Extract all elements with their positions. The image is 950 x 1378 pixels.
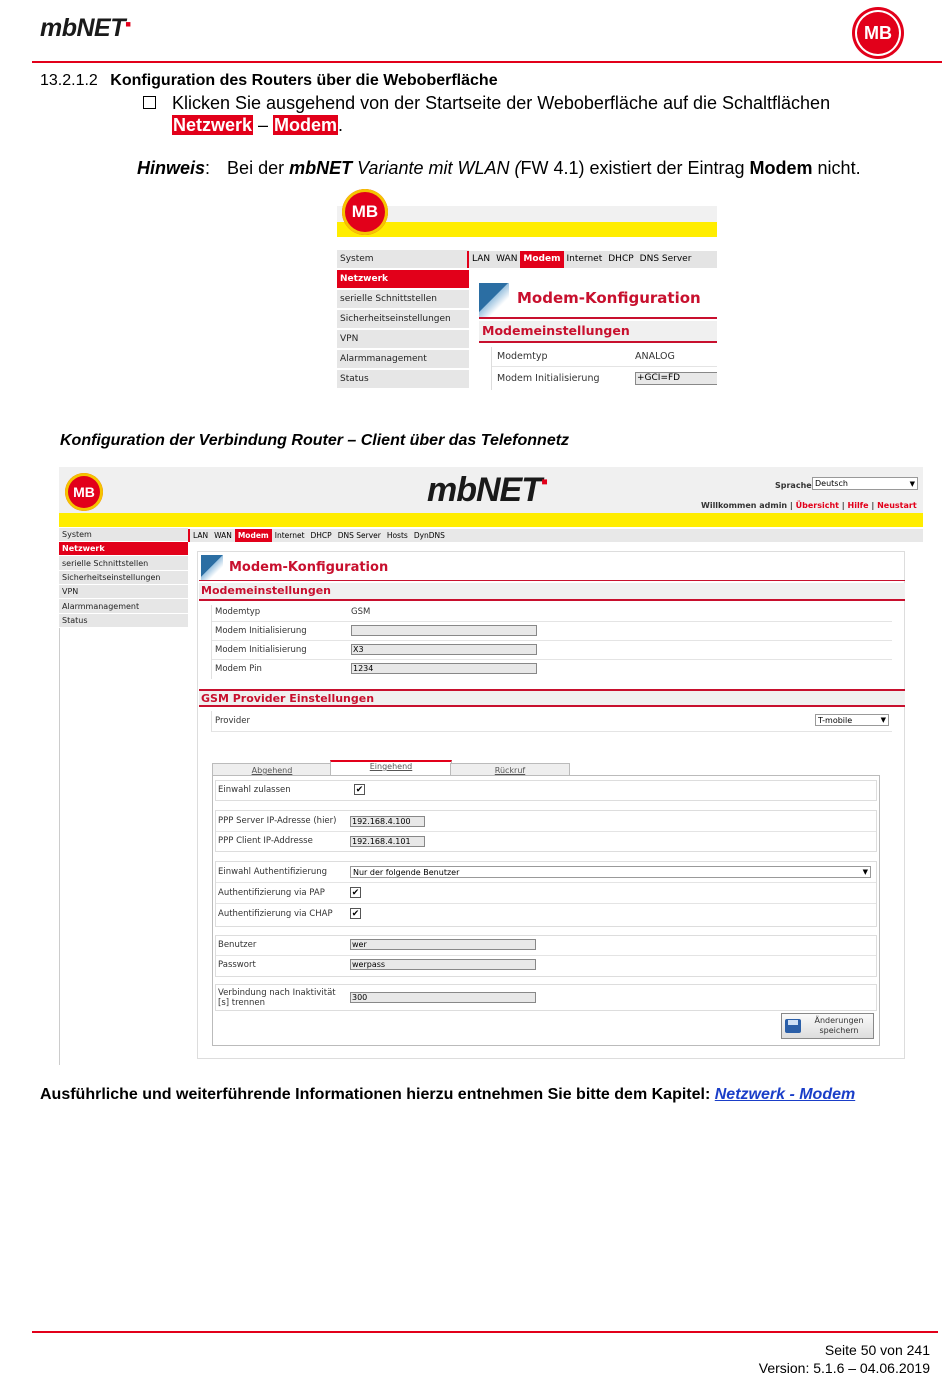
shot2-user-input[interactable]: wer bbox=[350, 939, 536, 950]
shot1-row-divider bbox=[492, 366, 717, 367]
shot2-tab-dyndns[interactable]: DynDNS bbox=[413, 531, 445, 540]
shot2-menu-netzwerk[interactable]: Netzwerk bbox=[59, 542, 188, 556]
shot2-tab-dns[interactable]: DNS Server bbox=[337, 531, 381, 540]
shot2-subtab-rueckruf[interactable]: Rückruf bbox=[450, 763, 570, 776]
shot2-user-links: Willkommen admin | Übersicht | Hilfe | Neustart bbox=[701, 501, 917, 510]
shot1-tab-dhcp[interactable]: DHCP bbox=[608, 254, 634, 264]
shot1-title-underline bbox=[479, 317, 717, 319]
shot2-auth-select[interactable]: Nur der folgende Benutzer ▼ bbox=[350, 866, 871, 878]
shot2-page-icon bbox=[201, 555, 223, 581]
checkbox-bullet-icon bbox=[143, 96, 156, 109]
shot2-save-button[interactable] bbox=[781, 1013, 874, 1039]
shot1-tab-lan[interactable]: LAN bbox=[472, 254, 491, 264]
shot2-user-label: Benutzer bbox=[218, 940, 257, 950]
shot1-menu-system[interactable]: System bbox=[337, 250, 469, 269]
shot2-menu-sicherheit[interactable]: Sicherheitseinstellungen bbox=[59, 571, 188, 585]
shot2-tab-modem[interactable]: Modem bbox=[235, 529, 272, 542]
shot2-pass-input[interactable]: werpass bbox=[350, 959, 536, 970]
shot1-menu-seriell[interactable]: serielle Schnittstellen bbox=[337, 290, 469, 309]
shot2-subtab-eingehend[interactable]: Eingehend bbox=[330, 760, 452, 778]
step-text: Klicken Sie ausgehend von der Startseite der Weboberfläche auf die Schaltflächen bbox=[172, 93, 831, 113]
shot2-ppp-server-input[interactable]: 192.168.4.100 bbox=[350, 816, 425, 827]
footer-page-number: Seite 50 von 241 bbox=[824, 1342, 930, 1358]
shot2-provider-select[interactable]: T-mobile ▼ bbox=[815, 714, 889, 726]
shot2-title-underline bbox=[199, 580, 905, 581]
chevron-down-icon: ▼ bbox=[909, 480, 915, 488]
shot2-ppp-client-input[interactable]: 192.168.4.101 bbox=[350, 836, 425, 847]
step-item: Klicken Sie ausgehend von der Startseite der Weboberfläche auf die Schaltflächen Netzwerk – Modem. bbox=[143, 92, 903, 136]
shot2-label-pin: Modem Pin bbox=[215, 664, 262, 674]
shot1-menu-netzwerk[interactable]: Netzwerk bbox=[337, 270, 469, 289]
figure-caption: Konfiguration der Verbindung Router – Client über das Telefonnetz bbox=[60, 432, 570, 449]
highlight-modem: Modem bbox=[274, 115, 338, 135]
shot2-ppp-client-label: PPP Client IP-Addresse bbox=[218, 836, 313, 846]
shot1-page-icon bbox=[479, 283, 509, 317]
mb-logo-badge: MB bbox=[855, 10, 901, 56]
highlight-netzwerk: Netzwerk bbox=[173, 115, 253, 135]
shot2-section-modem: Modemeinstellungen bbox=[199, 583, 905, 601]
shot1-menu-sicherheit[interactable]: Sicherheitseinstellungen bbox=[337, 310, 469, 329]
shot2-row-divider bbox=[212, 621, 892, 622]
shot2-pap-checkbox[interactable]: ✔ bbox=[351, 888, 360, 898]
shot2-provider-row bbox=[211, 711, 892, 732]
shot1-tab-bar bbox=[467, 251, 717, 268]
shot2-row-divider bbox=[216, 955, 876, 956]
shot2-sidebar-divider bbox=[59, 628, 60, 1065]
shot2-label-init-2: Modem Initialisierung bbox=[215, 645, 307, 655]
shot1-yellow-bar bbox=[337, 222, 717, 237]
shot2-row-divider bbox=[216, 903, 876, 904]
shot2-ppp-server-label: PPP Server IP-Adresse (hier) bbox=[218, 816, 337, 826]
shot2-row-divider bbox=[212, 640, 892, 641]
shot2-tab-lan[interactable]: LAN bbox=[193, 531, 209, 540]
shot2-group-dialin bbox=[215, 780, 877, 801]
shot2-link-restart[interactable]: Neustart bbox=[877, 501, 917, 510]
shot2-tab-hosts[interactable]: Hosts bbox=[386, 531, 408, 540]
shot2-tab-internet[interactable]: Internet bbox=[274, 531, 305, 540]
footer-version: Version: 5.1.6 – 04.06.2019 bbox=[758, 1360, 930, 1376]
shot2-group-idle bbox=[215, 984, 877, 1011]
shot2-label-init-1: Modem Initialisierung bbox=[215, 626, 307, 636]
shot2-chap-checkbox[interactable]: ✔ bbox=[351, 909, 360, 919]
hint-line: Hinweis: Bei der mbNET Variante mit WLAN (FW 4.1) existiert der Eintrag Modem nicht. bbox=[137, 158, 861, 178]
shot2-page-title: Modem-Konfiguration bbox=[229, 560, 389, 575]
shot2-pin-input[interactable]: 1234 bbox=[351, 663, 537, 674]
shot1-menu-status[interactable]: Status bbox=[337, 370, 469, 389]
shot1-sidebar bbox=[337, 250, 469, 390]
shot2-dialin-checkbox[interactable]: ✔ bbox=[355, 785, 364, 795]
brand-logo: mbNET▪ bbox=[40, 14, 131, 42]
closing-text: Ausführliche und weiterführende Informationen hierzu entnehmen Sie bitte dem Kapitel: bbox=[40, 1086, 711, 1103]
shot2-sidebar bbox=[59, 528, 188, 628]
shot2-section-gsm: GSM Provider Einstellungen bbox=[199, 689, 905, 707]
shot2-menu-status[interactable]: Status bbox=[59, 614, 188, 628]
shot1-init-input[interactable]: +GCI=FD bbox=[635, 372, 717, 385]
shot2-tab-dhcp[interactable]: DHCP bbox=[310, 531, 332, 540]
shot2-modem-form bbox=[211, 605, 892, 679]
shot2-tab-bar bbox=[188, 529, 923, 542]
section-heading bbox=[40, 72, 498, 90]
shot1-tab-wan[interactable]: WAN bbox=[496, 254, 518, 264]
shot2-row-divider bbox=[216, 831, 876, 832]
shot2-welcome: Willkommen admin bbox=[701, 501, 788, 510]
shot2-language-select[interactable]: Deutsch ▼ bbox=[812, 477, 918, 490]
shot2-provider-label: Provider bbox=[215, 716, 250, 726]
shot2-tab-wan[interactable]: WAN bbox=[214, 531, 232, 540]
shot2-group-ppp bbox=[215, 810, 877, 852]
chapter-link[interactable]: Netzwerk - Modem bbox=[714, 1086, 856, 1103]
shot1-label-modemtyp: Modemtyp bbox=[497, 351, 548, 362]
shot2-save-label: Änderungen speichern bbox=[814, 1016, 864, 1035]
closing-sentence bbox=[40, 1086, 855, 1104]
shot2-link-overview[interactable]: Übersicht bbox=[795, 501, 839, 510]
shot2-row-divider bbox=[216, 882, 876, 883]
shot2-menu-seriell[interactable]: serielle Schnittstellen bbox=[59, 556, 188, 571]
shot2-link-help[interactable]: Hilfe bbox=[847, 501, 869, 510]
shot2-brand: mbNET▪ bbox=[427, 471, 548, 509]
chevron-down-icon: ▼ bbox=[862, 868, 868, 876]
floppy-disk-icon bbox=[785, 1019, 801, 1033]
shot2-menu-alarm[interactable]: Alarmmanagement bbox=[59, 599, 188, 614]
shot2-chap-label: Authentifizierung via CHAP bbox=[218, 909, 333, 919]
shot2-subtab-abgehend[interactable]: Abgehend bbox=[212, 763, 332, 776]
shot2-idle-input[interactable]: 300 bbox=[350, 992, 536, 1003]
shot2-group-credentials bbox=[215, 935, 877, 977]
screenshot-modem-analog bbox=[337, 187, 717, 390]
shot2-yellow-bar bbox=[59, 513, 923, 527]
page-header bbox=[0, 0, 950, 70]
shot1-menu-alarm[interactable]: Alarmmanagement bbox=[337, 350, 469, 369]
shot1-logo: MB bbox=[342, 189, 388, 235]
header-rule bbox=[32, 61, 942, 63]
shot1-header-bar bbox=[337, 206, 717, 222]
shot2-idle-label: Verbindung nach Inaktivität [s] trennen bbox=[218, 988, 336, 1008]
shot1-section-head: Modemeinstellungen bbox=[479, 321, 717, 343]
shot2-value-modemtyp: GSM bbox=[351, 607, 371, 617]
shot1-value-modemtyp: ANALOG bbox=[635, 351, 675, 362]
footer-rule bbox=[32, 1331, 938, 1333]
shot2-menu-vpn[interactable]: VPN bbox=[59, 585, 188, 599]
shot2-pap-label: Authentifizierung via PAP bbox=[218, 888, 325, 898]
shot1-page-title: Modem-Konfiguration bbox=[517, 289, 701, 307]
shot2-auth-label: Einwahl Authentifizierung bbox=[218, 867, 328, 877]
shot1-menu-vpn[interactable]: VPN bbox=[337, 330, 469, 349]
hint-brand: mbNET bbox=[289, 158, 353, 178]
shot2-language-label: Sprache bbox=[775, 481, 812, 490]
shot2-menu-system[interactable]: System bbox=[59, 528, 188, 542]
shot1-label-init: Modem Initialisierung bbox=[497, 373, 600, 384]
shot2-pass-label: Passwort bbox=[218, 960, 256, 970]
shot1-form bbox=[491, 347, 717, 390]
hint-label: Hinweis bbox=[137, 158, 206, 178]
shot2-init-input-2[interactable]: X3 bbox=[351, 644, 537, 655]
shot2-group-auth bbox=[215, 861, 877, 927]
shot1-tab-internet[interactable]: Internet bbox=[566, 254, 603, 264]
section-number: 13.2.1.2 bbox=[40, 72, 98, 89]
shot2-logo: MB bbox=[65, 473, 103, 511]
chevron-down-icon: ▼ bbox=[880, 716, 886, 724]
shot1-tab-modem[interactable]: Modem bbox=[520, 251, 563, 268]
shot2-dialin-label: Einwahl zulassen bbox=[218, 785, 291, 795]
shot2-label-modemtyp: Modemtyp bbox=[215, 607, 261, 617]
screenshot-modem-gsm bbox=[59, 467, 923, 1065]
shot1-tab-dns[interactable]: DNS Server bbox=[639, 254, 692, 264]
shot2-init-input-1[interactable] bbox=[351, 625, 537, 636]
shot2-row-divider bbox=[212, 659, 892, 660]
section-title: Konfiguration des Routers über die Weboberfläche bbox=[110, 72, 498, 89]
